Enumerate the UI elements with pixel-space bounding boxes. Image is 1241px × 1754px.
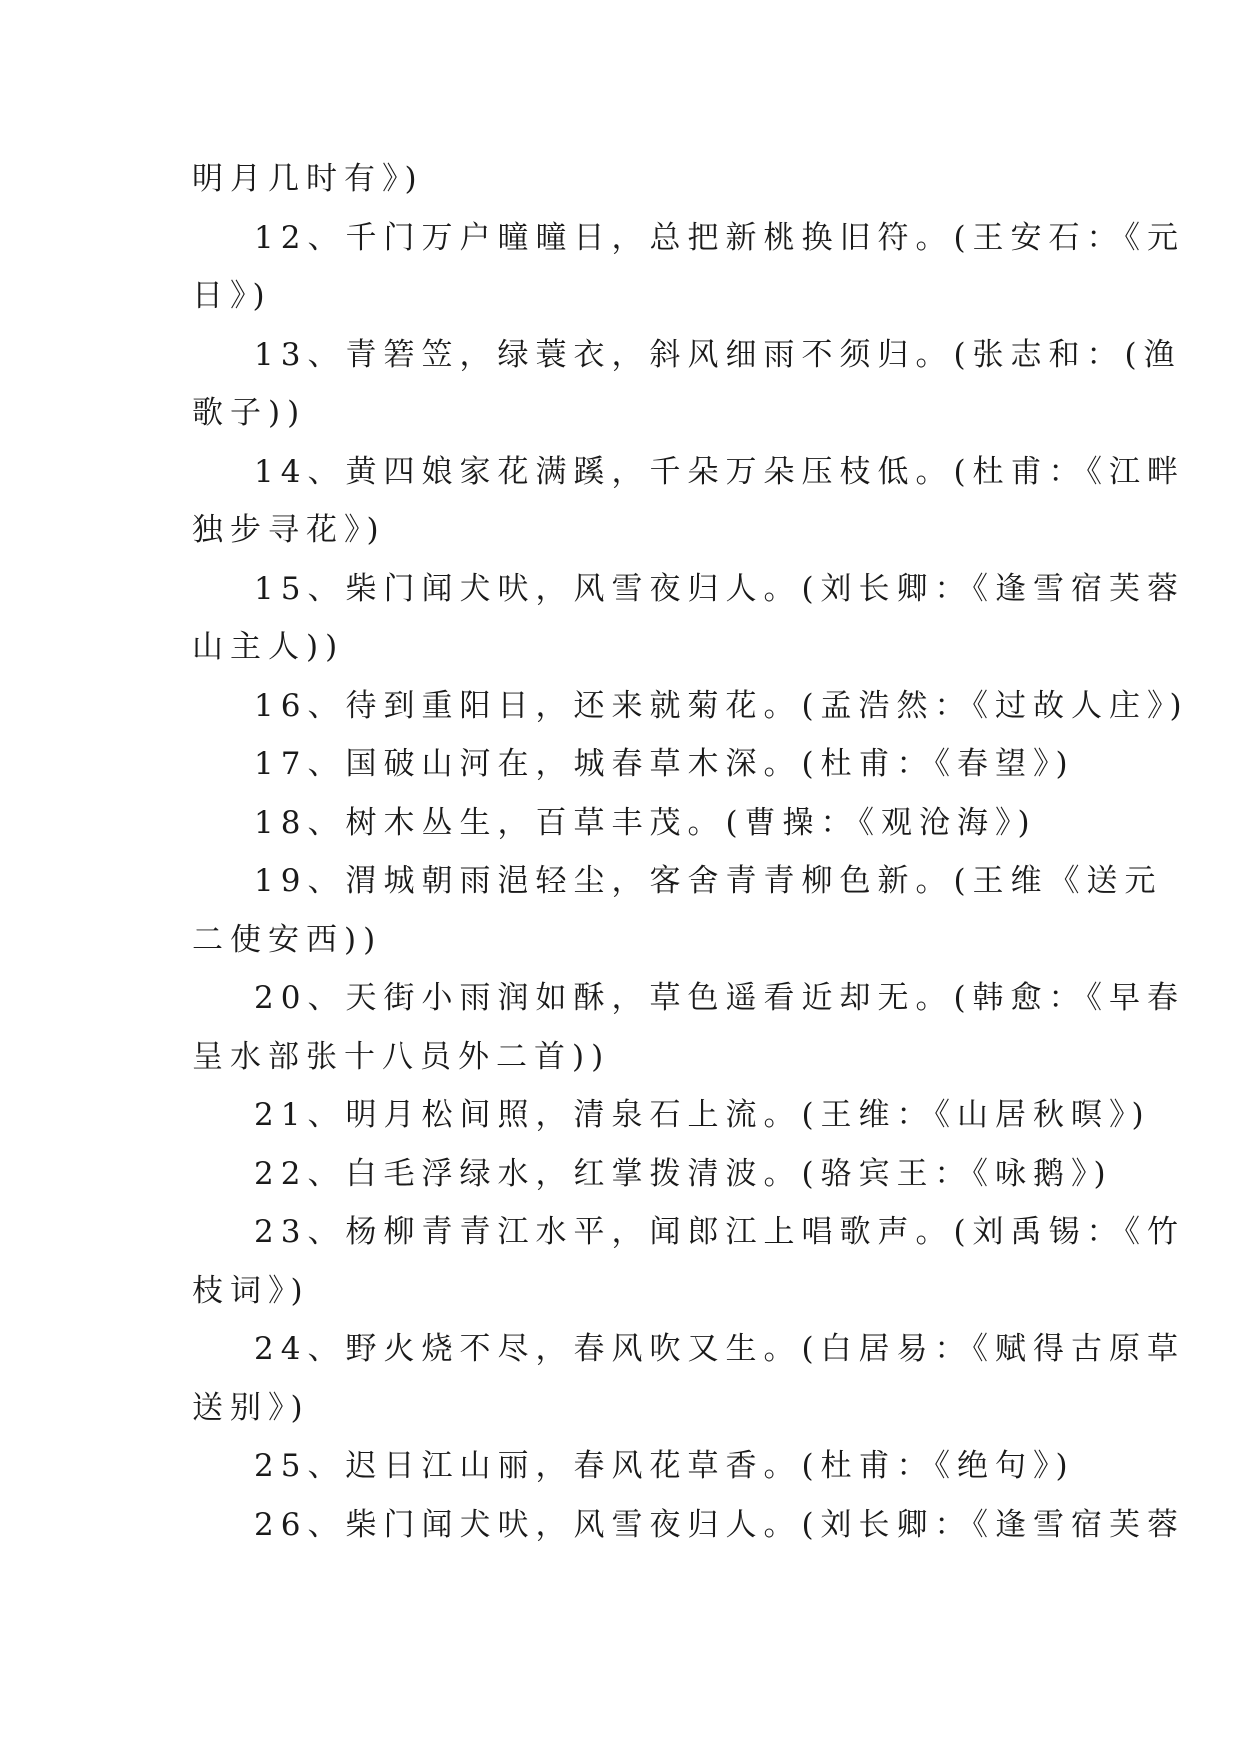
text-line: 24、野火烧不尽，春风吹又生。(白居易：《赋得古原草 (254, 1331, 1186, 1367)
text-line: 呈水部张十八员外二首)) (192, 1038, 611, 1075)
text-line: 明月几时有》) (192, 161, 424, 197)
text-line: 山主人)) (192, 629, 345, 665)
text-line: 12、千门万户曈曈日，总把新桃换旧符。(王安石：《元 (254, 219, 1186, 256)
poem-quote-list (192, 150, 1189, 1554)
text-line: 14、黄四娘家花满蹊，千朵万朵压枝低。(杜甫：《江畔 (254, 453, 1186, 490)
text-line: 19、渭城朝雨浥轻尘，客舍青青柳色新。(王维《送元 (254, 863, 1163, 899)
text-line: 歌子)) (192, 395, 307, 431)
text-line: 送别》) (192, 1389, 310, 1426)
text-line: 16、待到重阳日，还来就菊花。(孟浩然：《过故人庄》) (254, 687, 1189, 724)
text-line: 21、明月松间照，清泉石上流。(王维：《山居秋暝》) (254, 1097, 1151, 1133)
text-line: 二使安西)) (192, 921, 383, 958)
text-line: 枝词》) (192, 1272, 310, 1309)
text-line: 20、天街小雨润如酥，草色遥看近却无。(韩愈：《早春 (254, 980, 1186, 1016)
text-line: 日》) (192, 278, 272, 314)
text-line: 17、国破山河在，城春草木深。(杜甫：《春望》) (254, 746, 1075, 782)
text-line: 26、柴门闻犬吠，风雪夜归人。(刘长卿：《逢雪宿芙蓉 (254, 1506, 1186, 1543)
text-line: 15、柴门闻犬吠，风雪夜归人。(刘长卿：《逢雪宿芙蓉 (254, 570, 1186, 607)
text-line: 22、白毛浮绿水，红掌拨清波。(骆宾王：《咏鹅》) (254, 1155, 1113, 1192)
text-line: 18、树木丛生，百草丰茂。(曹操：《观沧海》) (254, 804, 1037, 841)
text-line: 独步寻花》) (192, 512, 386, 548)
text-line: 23、杨柳青青江水平，闻郎江上唱歌声。(刘禹锡：《竹 (254, 1214, 1186, 1250)
text-line: 25、迟日江山丽，春风花草香。(杜甫：《绝句》) (254, 1448, 1075, 1484)
text-line: 13、青箬笠，绿蓑衣，斜风细雨不须归。(张志和：(渔 (254, 336, 1182, 373)
